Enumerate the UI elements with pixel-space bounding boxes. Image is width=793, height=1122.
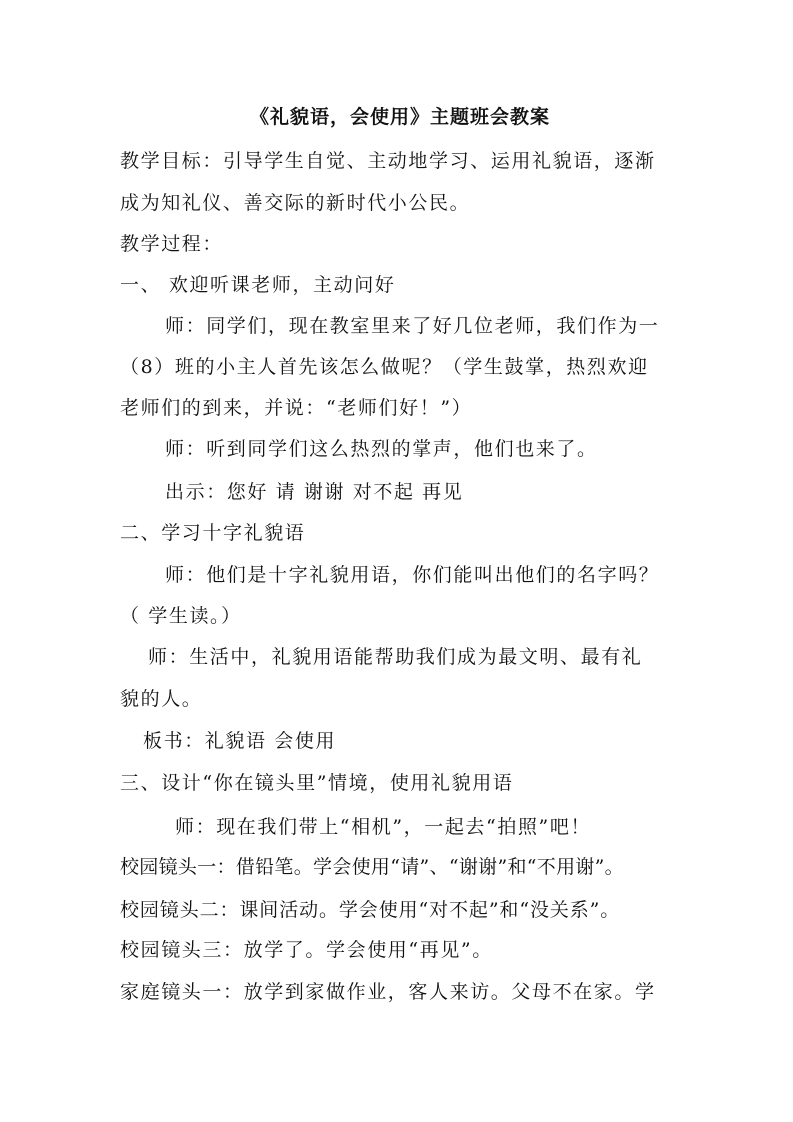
- section-heading: 一、 欢迎听课老师，主动问好: [120, 274, 396, 296]
- paragraph-line: 校园镜头三：放学了。学会使用“再见”。: [120, 939, 493, 961]
- paragraph-line: （ 学生读。）: [120, 605, 242, 627]
- paragraph-line: 师：同学们，现在教室里来了好几位老师，我们作为一: [165, 315, 660, 337]
- paragraph-line: 师：他们是十字礼貌用语，你们能叫出他们的名字吗？: [165, 564, 660, 586]
- section-heading: 二、学习十字礼貌语: [120, 522, 306, 544]
- paragraph-line: 校园镜头一：借铅笔。学会使用“请”、“谢谢”和“不用谢”。: [120, 856, 624, 878]
- paragraph-line: 教学过程：: [120, 233, 224, 255]
- paragraph-line: 出示：您好 请 谢谢 对不起 再见: [165, 481, 464, 503]
- paragraph-line: 家庭镜头一：放学到家做作业，客人来访。父母不在家。学: [120, 981, 656, 1003]
- paragraph-line: 校园镜头二：课间活动。学会使用“对不起”和“没关系”。: [120, 899, 621, 921]
- paragraph-line: 貌的人。: [120, 688, 203, 710]
- paragraph-line: 板书：礼貌语 会使用: [143, 730, 337, 752]
- paragraph-line: （8）班的小主人首先该怎么做呢？（学生鼓掌，热烈欢迎: [120, 356, 649, 378]
- paragraph-line: 成为知礼仪、善交际的新时代小公民。: [120, 192, 471, 214]
- paragraph-line: 教学目标：引导学生自觉、主动地学习、运用礼貌语，逐渐: [120, 150, 656, 172]
- section-heading: 三、设计“你在镜头里”情境，使用礼貌用语: [120, 772, 514, 794]
- paragraph-line: 师：听到同学们这么热烈的掌声，他们也来了。: [165, 438, 598, 460]
- paragraph-line: 师：生活中，礼貌用语能帮助我们成为最文明、最有礼: [148, 646, 643, 668]
- paragraph-line: 师：现在我们带上“相机”，一起去“拍照”吧！: [175, 816, 592, 838]
- document-title: 《礼貌语，会使用》主题班会教案: [250, 106, 551, 128]
- paragraph-line: 老师们的到来，并说：“老师们好！”）: [120, 397, 473, 419]
